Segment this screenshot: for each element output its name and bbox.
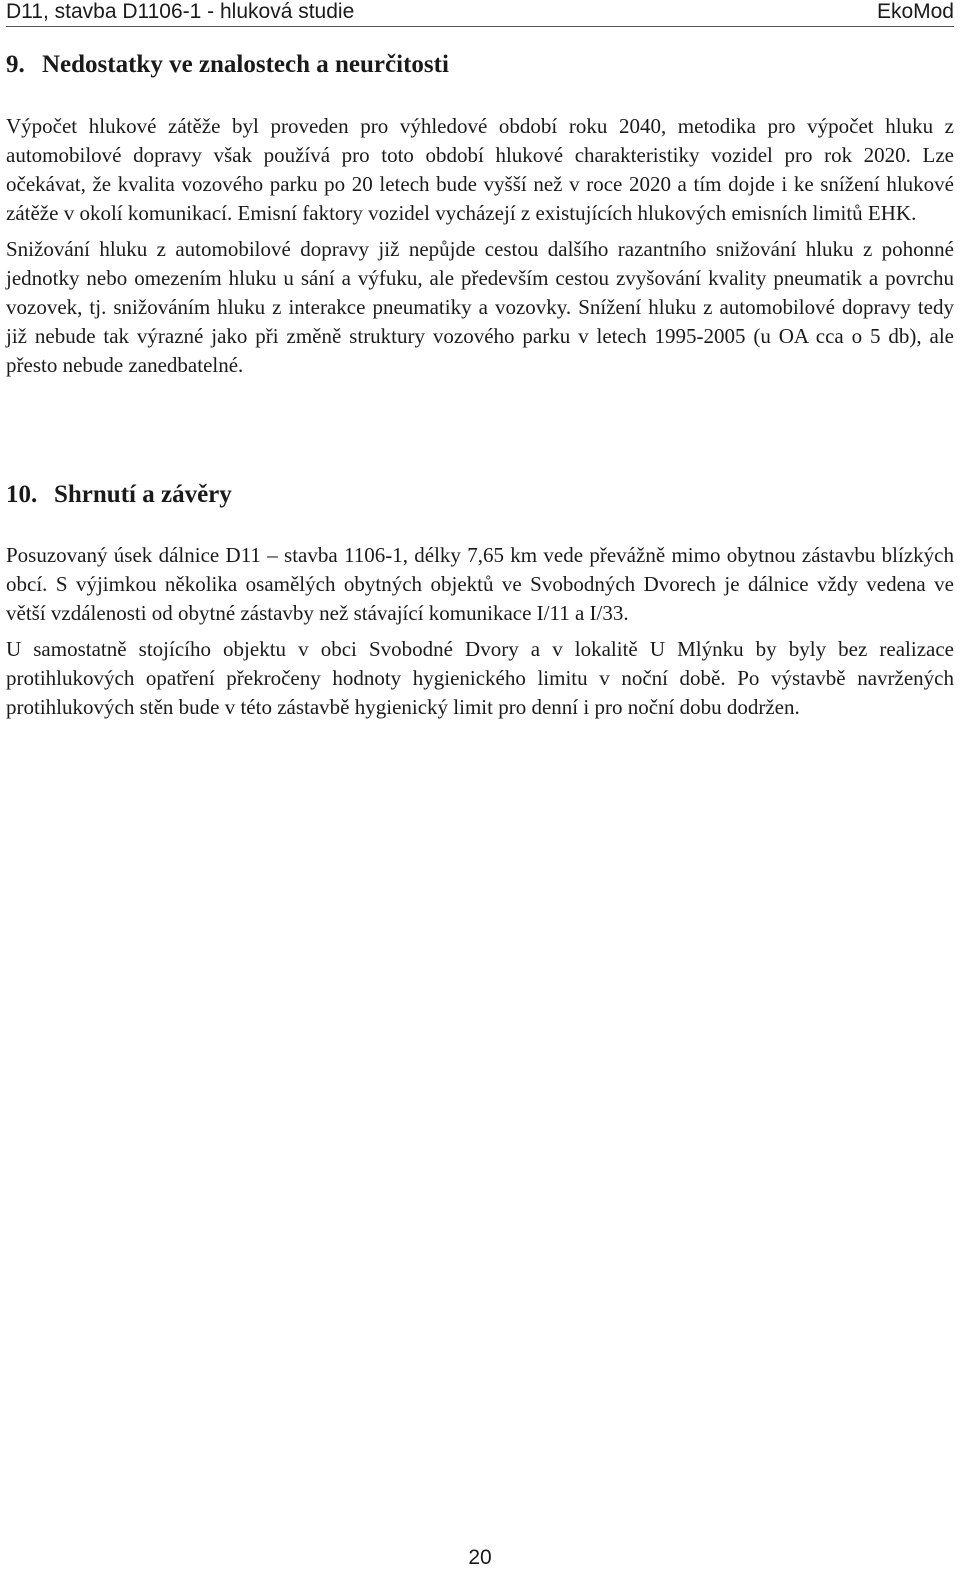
section-9-heading: [6, 50, 954, 80]
document-title: D11, stavba D1106-1 - hluková studie: [6, 0, 355, 23]
section-9-paragraph-1: Výpočet hlukové zátěže byl proveden pro výhledové období roku 2040, metodika pro výpočet hluku z automobilové dopravy však používá pro toto období hlukové charakteristiky vozidel pro rok 2020. Lze očekávat, že kvalita vozového parku po 20 letech bude vyšší než v roce 2020 a tím dojde i ke snížení hlukové zátěže v okolí komunikací. Emisní faktory vozidel vycházejí z existujících hlukových emisních limitů EHK.: [6, 114, 954, 225]
company-name: EkoMod: [876, 0, 954, 23]
section-10-title: Shrnutí a závěry: [54, 481, 232, 508]
section-10-paragraph-1: Posuzovaný úsek dálnice D11 – stavba 1106-1, délky 7,65 km vede převážně mimo obytnou zástavbu blízkých obcí. S výjimkou několika osamělých obytných objektů ve Svobodných Dvorech je dálnice vždy vedena ve větší vzdálenosti od obytné zástavby než stávající komunikace I/11 a I/33.: [6, 543, 954, 625]
section-9-title: Nedostatky ve znalostech a neurčitosti: [42, 51, 449, 78]
section-10-heading: [6, 480, 954, 510]
section-10-number: 10.: [6, 481, 38, 508]
section-9-number: 9.: [6, 51, 25, 78]
document-body: [6, 50, 954, 722]
section-9-paragraph-2: Snižování hluku z automobilové dopravy již nepůjde cestou dalšího razantního snižování hluku z pohonné jednotky nebo omezením hluku u sání a výfuku, ale především cestou zvyšování kvality pneumatik a povrchu vozovek, tj. snižováním hluku z interakce pneumatiky a vozovky. Snížení hluku z automobilové dopravy tedy již nebude tak výrazné jako při změně struktury vozového parku v letech 1995-2005 (u OA cca o 5 db), ale přesto nebude zanedbatelné.: [6, 237, 954, 377]
page-number: 20: [468, 1546, 492, 1569]
page-header: [6, 0, 954, 27]
section-10-paragraph-2: U samostatně stojícího objektu v obci Svobodné Dvory a v lokalitě U Mlýnku by byly bez realizace protihlukových opatření překročeny hodnoty hygienického limitu v noční době. Po výstavbě navržených protihlukových stěn bude v této zástavbě hygienický limit pro denní i pro noční dobu dodržen.: [6, 637, 954, 719]
